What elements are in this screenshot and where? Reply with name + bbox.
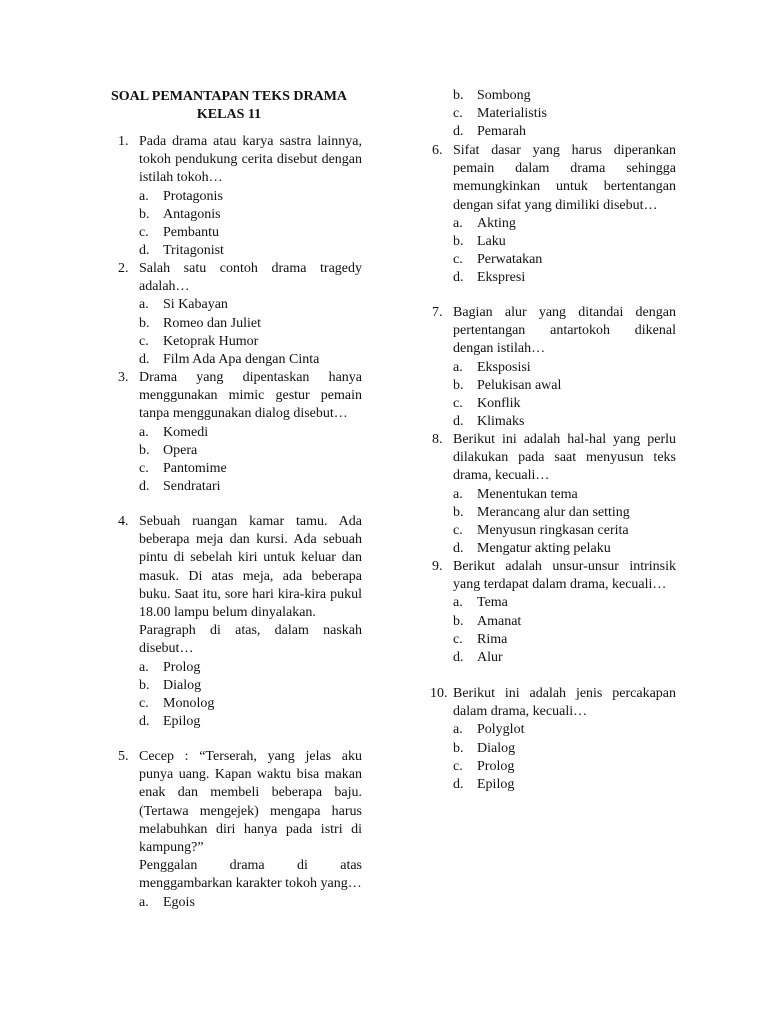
option-text: Komedi [163,424,209,440]
option [139,894,362,912]
question-5 [96,748,362,912]
option [139,713,362,731]
option [139,478,362,496]
options-list [453,215,676,288]
option-letter: b. [453,740,464,756]
question-number: 9. [432,559,443,574]
option [453,631,676,649]
question-text: Berikut adalah unsur-unsur intrinsik yang terdapat dalam drama, kecuali… [453,559,676,593]
question-text: Bagian alur yang ditandai dengan pertentangan antartokoh dikenal dengan istilah… [453,305,676,357]
option-text: Epilog [163,714,201,730]
option-text: Klimaks [477,414,525,430]
option-text: Sendratari [163,479,221,495]
options-list [453,594,676,667]
option [139,242,362,260]
option-letter: c. [453,522,463,538]
option [139,424,362,442]
options-list [139,894,362,912]
option-letter: b. [139,206,150,222]
option-letter: a. [453,215,463,231]
option-text: Monolog [163,696,215,711]
option-text: Akting [477,215,516,231]
option [453,522,676,540]
question-number: 2. [118,261,129,276]
option-letter: a. [453,359,463,375]
option-text: Romeo dan Juliet [163,315,261,331]
question-text: Berikut ini adalah jenis percakapan dalam drama, kecuali… [453,686,676,720]
options-list [453,87,676,142]
option-letter: c. [453,106,463,122]
question-text: Pada drama atau karya sastra lainnya, tokoh pendukung cerita disebut dengan istilah tokoh… [139,134,362,186]
options-list [453,721,676,794]
option [453,359,676,377]
question-number: 3. [118,370,129,385]
option [453,413,676,431]
option [453,395,676,413]
option [139,188,362,206]
option [139,677,362,695]
option-text: Prolog [477,758,515,774]
option-text: Pembantu [163,224,219,240]
option-letter: a. [139,424,149,440]
option-letter: b. [453,613,464,629]
option [453,758,676,776]
option-text: Mengatur akting pelaku [477,541,611,557]
options-list [139,659,362,732]
option [139,315,362,333]
option-text: Konflik [477,395,521,411]
option [139,206,362,224]
option-letter: c. [139,333,149,349]
option-text: Film Ada Apa dengan Cinta [163,351,320,367]
option-text: Eksposisi [477,359,531,375]
option [139,695,362,713]
question-text: Cecep : “Terserah, yang jelas aku punya uang. Kapan waktu bisa makan enak dan membeli beberapa baju. (Tertawa mengejek) mengapa harus melabuhkan diri hanya pada istri di kampung?” [139,749,362,856]
option-letter: b. [139,442,150,458]
option [453,215,676,233]
option-letter: d. [453,649,464,665]
option-letter: b. [139,315,150,331]
option-text: Ketoprak Humor [163,333,259,349]
question-6 [410,142,676,288]
option-letter: a. [139,297,149,313]
option-text: Tritagonist [163,243,224,259]
options-list [453,486,676,559]
document-title [96,88,362,124]
option-text: Protagonis [163,188,223,204]
option-letter: c. [139,460,149,476]
options-list [139,424,362,497]
option-text: Menyusun ringkasan cerita [477,522,629,538]
question-1 [96,133,362,260]
option-letter: c. [139,224,149,240]
option [453,486,676,504]
option [453,721,676,739]
option-text: Perwatakan [477,252,543,268]
option-letter: a. [453,486,463,502]
option-text: Pemarah [477,124,526,140]
option-text: Tema [477,595,508,611]
option-letter: d. [453,414,464,430]
option-text: Egois [163,894,195,910]
options-list [139,296,362,369]
question-prompt: Paragraph di atas, dalam naskah disebut… [139,623,362,657]
question-text: Salah satu contoh drama tragedy adalah… [139,261,362,295]
option-letter: c. [139,696,149,711]
option-text: Menentukan tema [477,486,578,502]
question-2 [96,260,362,369]
option-text: Si Kabayan [163,297,228,313]
option [139,224,362,242]
question-number: 6. [432,143,443,158]
option-text: Epilog [477,776,515,792]
option-letter: a. [139,894,149,910]
option-letter: d. [453,776,464,792]
option [453,233,676,251]
option [453,504,676,522]
option-text: Pelukisan awal [477,377,562,393]
option-text: Antagonis [163,206,221,222]
option-text: Dialog [163,677,202,693]
option [139,296,362,314]
option-letter: c. [453,252,463,268]
question-7 [410,304,676,431]
option-letter: b. [139,677,150,693]
option-text: Merancang alur dan setting [477,504,630,520]
option [453,613,676,631]
option-letter: a. [453,595,463,611]
option-text: Sombong [477,88,531,103]
option-letter: d. [139,243,150,259]
question-number: 8. [432,432,443,447]
option [453,594,676,612]
option-letter: d. [139,714,150,730]
option-letter: a. [453,722,463,738]
option-text: Rima [477,631,508,647]
options-list [453,359,676,432]
title-line-2: KELAS 11 [196,107,262,122]
option [453,776,676,794]
question-text: Berikut ini adalah hal-hal yang perlu dilakukan pada saat menyusun teks drama, kecuali… [453,432,676,484]
question-text: Sifat dasar yang harus diperankan pemain dalam drama sehingga memungkinkan untuk bertentangan dengan sifat yang dimiliki disebut… [453,143,676,213]
option-letter: a. [139,188,149,204]
option [139,333,362,351]
option [453,87,676,105]
option [453,649,676,667]
option [453,269,676,287]
option-text: Pantomime [163,460,227,476]
question-5-continued [410,87,676,142]
option-letter: d. [453,541,464,557]
option-letter: b. [453,234,464,249]
option-text: Dialog [477,740,516,756]
option-letter: d. [453,124,464,140]
option-letter: b. [453,377,464,393]
option-letter: b. [453,504,464,520]
question-4 [96,513,362,731]
option [139,351,362,369]
option-letter: c. [453,395,463,411]
question-number: 1. [118,134,129,149]
option [139,442,362,460]
options-list [139,188,362,261]
option [139,659,362,677]
question-number: 5. [118,749,129,764]
option-letter: c. [453,758,463,774]
option [453,123,676,141]
question-number: 10. [430,686,448,701]
question-text: Drama yang dipentaskan hanya menggunakan mimic gestur pemain tanpa menggunakan dialog disebut… [139,370,362,422]
question-8 [410,431,676,558]
option [139,460,362,478]
option-text: Materialistis [477,106,547,122]
option-text: Alur [477,649,503,665]
option [453,540,676,558]
question-3 [96,369,362,496]
question-text: Sebuah ruangan kamar tamu. Ada beberapa meja dan kursi. Ada sebuah pintu di sebelah kiri untuk keluar dan masuk. Di atas meja, ada beberapa buku. Saat itu, sore hari kira-kira pukul 18.00 lampu belum dinyalakan. [139,514,362,621]
question-prompt: Penggalan drama di atas menggambarkan karakter tokoh yang… [139,858,362,892]
option-letter: b. [453,88,464,103]
option-text: Polyglot [477,722,525,738]
question-10 [410,685,676,794]
option-text: Laku [477,234,506,249]
question-number: 7. [432,305,443,320]
option-letter: d. [139,479,150,495]
question-9 [410,558,676,667]
option-letter: a. [139,659,149,675]
option [453,377,676,395]
option [453,251,676,269]
option [453,105,676,123]
option-letter: d. [453,270,464,286]
title-line-1: SOAL PEMANTAPAN TEKS DRAMA [110,89,348,104]
option-letter: c. [453,631,463,647]
option-text: Ekspresi [477,270,526,286]
option-text: Opera [163,442,198,458]
option-letter: d. [139,351,150,367]
option-text: Prolog [163,659,201,675]
option [453,740,676,758]
question-number: 4. [118,514,129,529]
option-text: Amanat [477,613,522,629]
